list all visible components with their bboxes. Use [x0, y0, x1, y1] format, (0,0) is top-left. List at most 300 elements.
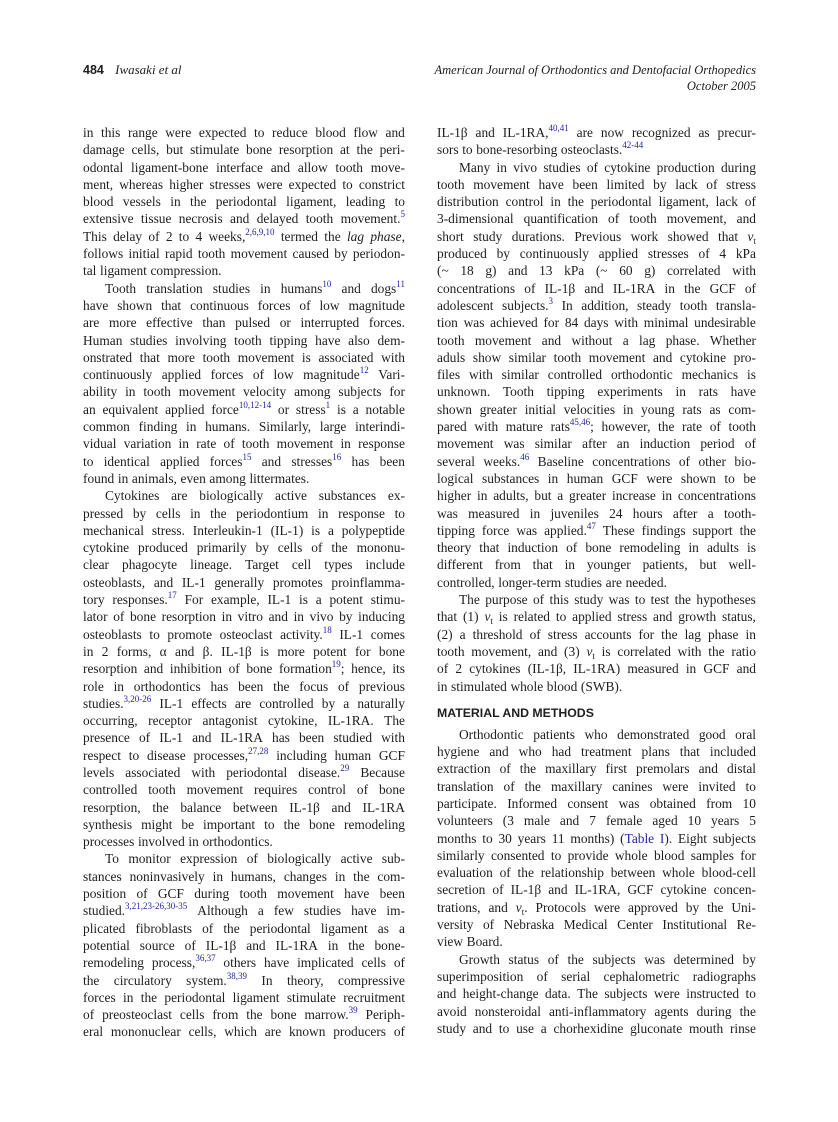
text-run: ; — [340, 661, 345, 677]
text-run: in — [117, 470, 129, 486]
word — [304, 902, 341, 919]
text-run: GCF — [378, 747, 405, 763]
text-line — [83, 505, 405, 522]
word — [333, 729, 372, 746]
text-run: bone — [378, 782, 405, 798]
citation-link[interactable]: 27,28 — [248, 745, 269, 756]
citation-link[interactable]: 16 — [332, 451, 342, 462]
word — [437, 383, 490, 400]
word — [530, 505, 540, 522]
text-line — [437, 539, 756, 556]
word — [451, 678, 507, 695]
word — [148, 712, 192, 729]
text-run: (SWB). — [580, 678, 623, 694]
text-line — [437, 743, 756, 760]
word — [359, 678, 405, 695]
word — [287, 972, 324, 989]
text-run: Informed — [507, 795, 558, 811]
text-run: tooth — [553, 349, 582, 365]
text-run: months — [437, 830, 477, 846]
text-run: by — [334, 246, 348, 262]
word — [437, 847, 485, 864]
text-run: including — [276, 747, 327, 763]
text-run: subjects. — [502, 297, 549, 313]
word — [334, 245, 347, 262]
text-run: is — [337, 401, 346, 417]
word — [231, 245, 288, 262]
table-link[interactable]: Table — [624, 830, 655, 846]
word — [544, 522, 596, 539]
word — [238, 349, 295, 366]
text-run: osteoblasts — [83, 626, 142, 642]
text-line — [83, 401, 405, 418]
text-run: as — [709, 401, 721, 417]
text-run: young — [641, 401, 675, 417]
text-run: controlled — [259, 695, 314, 711]
word — [125, 383, 135, 400]
text-run: cells — [361, 955, 386, 971]
word — [608, 210, 619, 227]
citation-link[interactable]: 29 — [340, 762, 350, 773]
word — [642, 522, 686, 539]
word — [102, 401, 158, 418]
word — [482, 470, 539, 487]
text-run: aduls — [437, 349, 466, 365]
text-run: in — [170, 194, 181, 210]
citation-link[interactable]: 18 — [322, 624, 332, 635]
word — [211, 591, 260, 608]
citation-link[interactable]: 2,6,9,10 — [245, 226, 275, 237]
text-run: had — [551, 744, 572, 760]
word — [525, 778, 541, 795]
text-run: durations. — [511, 228, 565, 244]
word — [667, 210, 727, 227]
word — [235, 314, 270, 331]
citation-link[interactable]: 17 — [167, 590, 177, 601]
word — [369, 314, 405, 331]
text-run: associated — [318, 349, 374, 365]
word — [160, 453, 199, 470]
text-run: potent — [313, 643, 347, 659]
text-run: similar — [534, 436, 572, 452]
text-line — [437, 297, 756, 314]
word — [518, 830, 546, 847]
word — [198, 245, 226, 262]
word — [437, 522, 475, 539]
text-run: Orthodontic — [459, 726, 524, 742]
word — [746, 626, 756, 643]
word — [547, 678, 578, 695]
word — [302, 349, 311, 366]
text-line — [83, 193, 405, 210]
word — [699, 245, 710, 262]
text-run: vivo — [513, 159, 538, 175]
text-run: to — [394, 505, 405, 521]
word — [734, 349, 756, 366]
text-run: allow — [297, 159, 328, 175]
text-run: and — [437, 986, 457, 1002]
word — [331, 539, 347, 556]
word — [377, 868, 405, 885]
word — [287, 989, 336, 1006]
citation-link[interactable]: 1 — [325, 399, 331, 410]
word — [716, 297, 756, 314]
word — [586, 643, 594, 660]
text-run: years — [711, 813, 740, 829]
text-run: oral — [735, 726, 756, 742]
word — [273, 678, 289, 695]
word — [304, 1006, 357, 1023]
word — [381, 349, 405, 366]
text-run: dogs — [370, 280, 397, 296]
text-run: rinse — [729, 1020, 756, 1036]
word — [328, 712, 374, 729]
word — [83, 556, 109, 573]
word — [344, 885, 369, 902]
text-run: sub- — [381, 851, 405, 867]
text-run: 84 — [564, 315, 579, 331]
word — [109, 314, 137, 331]
word — [275, 487, 307, 504]
text-line — [83, 799, 405, 816]
text-run: the — [658, 419, 675, 435]
text-run: good — [698, 726, 726, 742]
text-run: kPa — [735, 246, 756, 262]
word — [437, 1003, 467, 1020]
text-run: with — [191, 764, 216, 780]
text-run: in — [564, 557, 575, 573]
paragraph — [437, 726, 756, 951]
text-line — [83, 574, 405, 591]
text-run: higher — [437, 488, 472, 504]
word — [83, 747, 121, 764]
text-run: movement, — [471, 643, 532, 659]
citation-link[interactable]: 42-44 — [622, 140, 644, 151]
citation-link[interactable]: 12 — [359, 365, 369, 376]
citation-link[interactable]: 11 — [396, 278, 405, 289]
text-run: concentrations — [592, 453, 671, 469]
text-run: of — [706, 176, 718, 192]
text-line — [437, 933, 756, 950]
text-run: have — [730, 384, 756, 400]
word — [264, 816, 274, 833]
text-line — [83, 332, 405, 349]
text-line — [83, 816, 405, 833]
text-run: the — [140, 989, 158, 1005]
text-run: volunteers — [437, 813, 493, 829]
text-run: minimal — [643, 315, 689, 331]
text-run: bone- — [374, 937, 405, 953]
word — [226, 764, 287, 781]
word — [612, 778, 652, 795]
word — [564, 916, 608, 933]
text-line — [83, 868, 405, 885]
word — [371, 591, 405, 608]
word — [512, 228, 565, 245]
citation-link[interactable]: 39 — [348, 1005, 358, 1016]
text-run: levels — [83, 764, 115, 780]
text-line — [83, 747, 405, 764]
word — [179, 210, 223, 227]
word — [490, 314, 538, 331]
word — [281, 228, 318, 245]
citation-link[interactable]: 45,46 — [569, 417, 591, 428]
word — [492, 881, 503, 898]
text-run: Interleukin-1 — [192, 522, 263, 538]
citation-link[interactable]: 3 — [548, 295, 554, 306]
word — [629, 210, 657, 227]
text-run: a — [622, 332, 629, 348]
text-run: whole — [662, 865, 695, 881]
word — [514, 608, 550, 625]
citation-link[interactable]: 40,41 — [548, 123, 569, 133]
text-run: biologically — [267, 851, 332, 867]
text-run: active — [275, 488, 307, 504]
citation-link[interactable]: 46 — [520, 451, 530, 462]
word — [83, 972, 99, 989]
text-run: IL-1 — [159, 730, 183, 746]
citation-link[interactable]: 5 — [400, 209, 405, 220]
word — [495, 556, 521, 573]
word — [613, 280, 655, 297]
text-run: and — [559, 813, 580, 829]
word — [189, 1023, 217, 1040]
text-run: the — [190, 194, 207, 210]
text-run: lag — [639, 332, 656, 348]
word — [311, 539, 322, 556]
text-run: ligament — [232, 989, 280, 1005]
text-run: and — [736, 661, 756, 677]
word — [507, 539, 558, 556]
text-run: between — [232, 799, 278, 815]
text-run: disease. — [298, 764, 341, 780]
text-run: constrict — [358, 176, 405, 192]
word — [258, 902, 264, 919]
word — [460, 262, 473, 279]
word — [363, 799, 405, 816]
text-run: involving — [175, 332, 227, 348]
word — [648, 245, 689, 262]
citation-link[interactable]: 38,39 — [226, 970, 247, 981]
word — [587, 159, 598, 176]
word — [689, 1020, 723, 1037]
word — [718, 228, 738, 245]
text-line — [83, 539, 405, 556]
text-run: is — [301, 349, 311, 365]
text-run: potential — [83, 937, 130, 953]
word — [566, 539, 577, 556]
text-run: agents — [654, 1003, 689, 1019]
text-run: finding — [138, 419, 178, 435]
text-run: but — [699, 557, 717, 573]
word — [460, 626, 466, 643]
text-run: younger — [586, 557, 631, 573]
text-line — [437, 556, 756, 573]
word — [518, 864, 534, 881]
word — [714, 881, 756, 898]
word — [83, 816, 132, 833]
word — [745, 435, 756, 452]
word — [682, 366, 739, 383]
citation-link[interactable]: 3,20-26 — [123, 693, 152, 704]
text-line — [437, 401, 756, 418]
word — [235, 695, 251, 712]
word — [619, 795, 640, 812]
word — [530, 626, 541, 643]
word — [135, 920, 192, 937]
word — [152, 522, 185, 539]
word — [210, 505, 226, 522]
text-run: with — [614, 315, 639, 331]
text-run: tooth — [437, 332, 465, 348]
text-run: the — [517, 865, 534, 881]
citation-link[interactable]: 36,37 — [195, 953, 216, 964]
word — [264, 954, 289, 971]
word — [380, 141, 405, 158]
text-run: by — [496, 246, 510, 262]
text-run: to — [498, 1020, 510, 1036]
word — [303, 366, 369, 383]
text-run: similarly — [437, 847, 485, 863]
word — [475, 332, 532, 349]
word — [164, 989, 225, 1006]
word — [386, 124, 405, 141]
text-run: radiographs — [692, 968, 756, 984]
text-run: might — [141, 816, 173, 832]
word — [537, 968, 548, 985]
text-run: in — [327, 937, 339, 953]
word — [506, 193, 544, 210]
text-run: precur- — [717, 125, 756, 140]
text-line — [83, 383, 405, 400]
word — [361, 954, 386, 971]
word — [83, 210, 134, 227]
word — [686, 899, 699, 916]
word — [570, 830, 614, 847]
text-line — [83, 176, 405, 193]
text-line — [437, 968, 756, 985]
text-run: of — [532, 592, 545, 608]
text-line — [83, 210, 405, 227]
text-run: range — [127, 125, 158, 140]
word — [83, 902, 187, 919]
word — [83, 678, 104, 695]
text-run: animals, — [131, 470, 177, 486]
word — [223, 954, 256, 971]
citation-link[interactable]: 15 — [242, 451, 252, 462]
text-run: and — [192, 730, 212, 746]
word — [337, 401, 346, 418]
paragraph — [437, 591, 756, 695]
word — [258, 297, 291, 314]
text-run: bone — [585, 540, 612, 556]
word — [359, 176, 405, 193]
citation-link[interactable]: 19 — [331, 659, 341, 670]
text-run: cytokine — [83, 540, 130, 556]
text-run: serial — [561, 968, 591, 984]
word — [371, 626, 405, 643]
word — [617, 643, 671, 660]
text-run: cytokine — [679, 349, 727, 365]
word — [654, 847, 685, 864]
word — [284, 816, 300, 833]
text-run: distribution — [437, 194, 499, 210]
text-run: produced — [437, 246, 487, 262]
word — [437, 743, 479, 760]
text-run: aged — [652, 813, 678, 829]
word — [279, 141, 333, 158]
text-run: tal — [83, 263, 97, 279]
text-run: to — [724, 470, 735, 486]
text-run: an — [616, 436, 630, 452]
word — [674, 951, 734, 968]
text-run: a — [315, 592, 322, 608]
word — [467, 933, 503, 950]
citation-link[interactable]: 10 — [322, 278, 332, 289]
word — [743, 470, 756, 487]
text-run: is — [299, 592, 308, 608]
word — [274, 366, 294, 383]
word — [353, 401, 359, 418]
text-run: lack — [715, 194, 738, 210]
word — [265, 1023, 281, 1040]
word — [567, 470, 603, 487]
text-run: movement — [237, 349, 295, 365]
text-run: whole — [510, 678, 544, 694]
word — [612, 470, 638, 487]
text-run: the — [152, 799, 169, 815]
text-run: this — [549, 592, 569, 608]
word — [366, 401, 405, 418]
word — [533, 726, 575, 743]
text-run: ex- — [387, 488, 405, 504]
word — [179, 435, 189, 452]
word — [197, 539, 247, 556]
word — [574, 591, 603, 608]
text-run: of — [299, 297, 311, 313]
word — [713, 830, 756, 847]
text-run: low — [319, 297, 340, 313]
word — [473, 349, 501, 366]
text-line — [83, 435, 405, 452]
text-run: (3) — [564, 643, 580, 659]
word — [568, 193, 584, 210]
word — [437, 228, 464, 245]
word — [678, 608, 716, 625]
text-line — [83, 885, 405, 902]
word — [179, 383, 236, 400]
text-run: leading — [345, 194, 386, 210]
word — [130, 608, 156, 625]
text-run: tooth — [335, 159, 363, 175]
citation-link[interactable]: 47 — [586, 520, 596, 531]
citation-link[interactable]: 3,21,23-26,30-35 — [125, 901, 188, 912]
text-run: similar — [501, 367, 539, 383]
word — [654, 1003, 688, 1020]
table-link[interactable]: I — [659, 830, 665, 846]
text-run: associated — [125, 764, 181, 780]
citation-link[interactable]: 10,12-14 — [238, 399, 272, 410]
text-run: produced — [138, 540, 188, 556]
word — [604, 968, 680, 985]
word — [730, 1020, 756, 1037]
word — [539, 262, 552, 279]
text-run: the — [708, 643, 725, 659]
word — [351, 660, 386, 677]
text-run: recruitment — [343, 989, 405, 1005]
text-run: years — [517, 830, 546, 846]
text-run: forces — [257, 297, 291, 313]
